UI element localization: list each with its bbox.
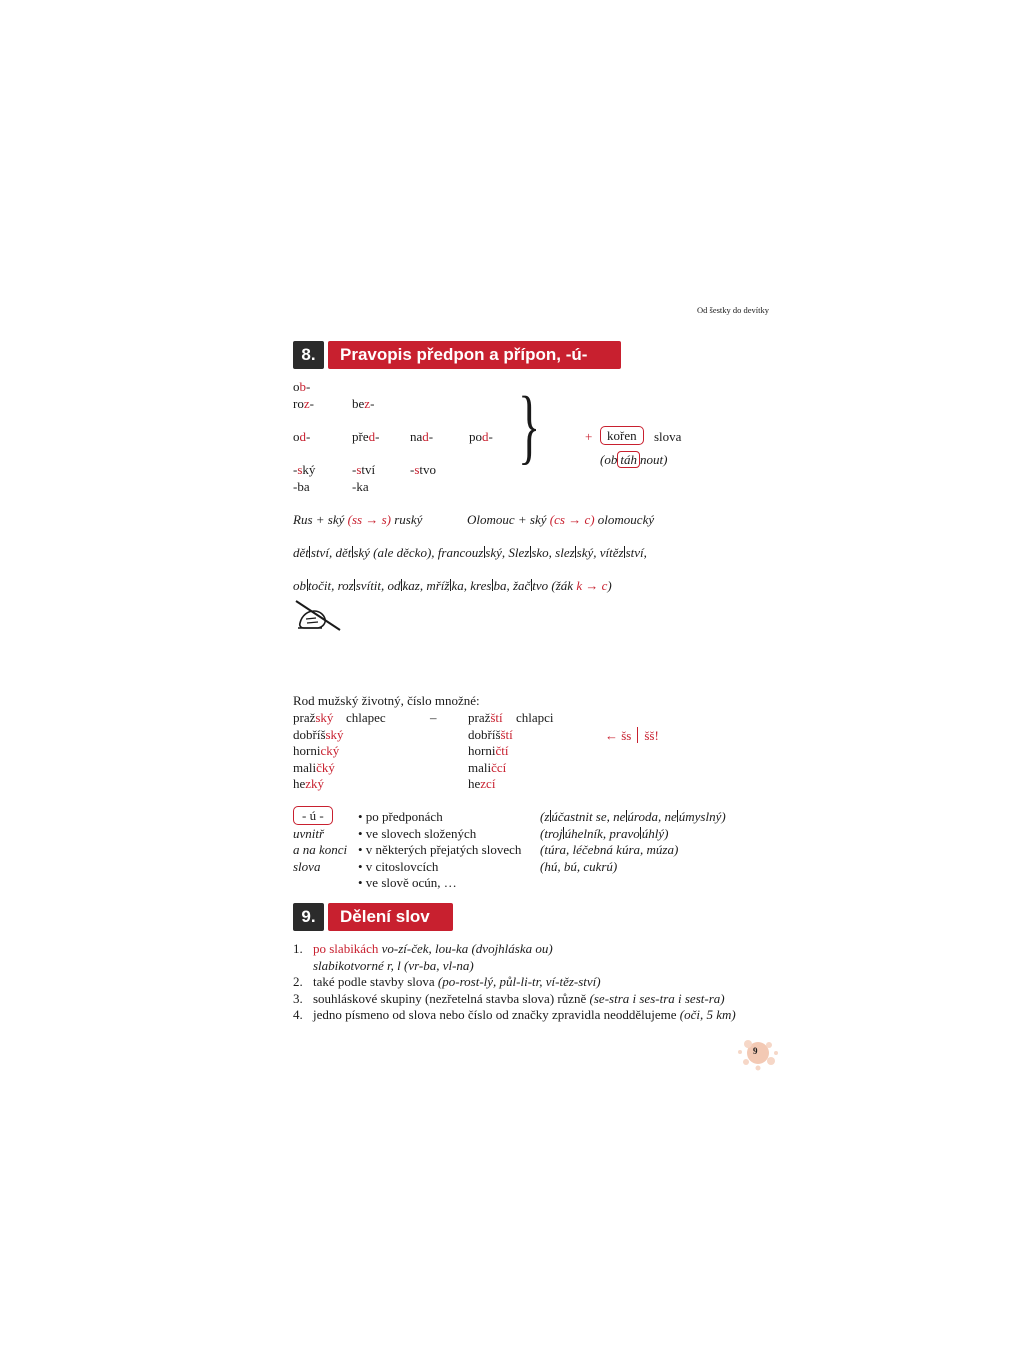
section-9-number: 9. xyxy=(293,903,324,931)
section-8-number: 8. xyxy=(293,341,324,369)
example-obtahnout: (ob táh nout) xyxy=(600,452,668,467)
u-label-end: a na konci xyxy=(293,842,348,857)
u-example-1: (z účastnit se, ne úroda, ne úmyslný) xyxy=(540,809,726,824)
u-box: - ú - xyxy=(293,806,333,825)
suffix-stvo: -stvo xyxy=(410,462,437,477)
u-bullet-1: • po předponách xyxy=(358,809,443,824)
ss-note: ← šs šš! xyxy=(605,728,659,743)
running-header: Od šestky do devítky xyxy=(697,305,770,315)
plural-title: Rod mužský životný, číslo množné: xyxy=(293,693,480,708)
list-item-3: souhláskové skupiny (nezřetelná stavba slova) různě (se-stra i ses-tra i sest-ra) xyxy=(313,991,725,1006)
example-line-prefixes: ob točit, roz svítit, od kaz, mříž ka, kres ba, žač tvo (žák k → c) xyxy=(293,578,612,593)
plural-left-0: pražský xyxy=(293,710,334,725)
suffix-stvi: -ství xyxy=(352,462,376,477)
u-bullet-2: • ve slovech složených xyxy=(358,826,477,841)
writing-hand-icon xyxy=(294,599,342,633)
plural-left-2: hornický xyxy=(293,743,340,758)
suffix-sky: -ský xyxy=(293,462,316,477)
slova-label: slova xyxy=(654,429,682,444)
u-bullet-3: • v některých přejatých slovech xyxy=(358,842,522,857)
plural-dash: – xyxy=(430,710,437,725)
prefix-bez: bez- xyxy=(352,396,375,411)
section-9-title: Dělení slov xyxy=(328,903,453,931)
list-num-2: 2. xyxy=(293,974,303,989)
suffix-ka: -ka xyxy=(352,479,369,494)
prefix-pod: pod- xyxy=(469,429,493,444)
example-line-stvi: dět ství, dět ský (ale děcko), francouz ský, Slez sko, slez ský, vítěz ství, xyxy=(293,545,647,560)
plural-left-4: hezký xyxy=(293,776,325,791)
section-8-title: Pravopis předpon a přípon, -ú- xyxy=(328,341,621,369)
prefix-ob: ob- xyxy=(293,379,311,394)
plural-left-1: dobříšský xyxy=(293,727,344,742)
prefix-od: od- xyxy=(293,429,311,444)
plural-right-1: dobříšští xyxy=(468,727,513,742)
list-num-1: 1. xyxy=(293,941,303,956)
plural-right-4: hezcí xyxy=(468,776,496,791)
prefix-nad: nad- xyxy=(410,429,434,444)
u-bullet-5: • ve slově ocún, … xyxy=(358,875,457,890)
u-bullet-4: • v citoslovcích xyxy=(358,859,439,874)
koren-box: kořen xyxy=(600,426,644,445)
list-item-1-cont: slabikotvorné r, l (vr-ba, vl-na) xyxy=(313,958,474,973)
list-item-4: jedno písmeno od slova nebo číslo od značky zpravidla neoddělujeme (oči, 5 km) xyxy=(313,1007,736,1022)
prefix-roz: roz- xyxy=(293,396,314,411)
list-num-3: 3. xyxy=(293,991,303,1006)
u-example-4: (hú, bú, cukrú) xyxy=(540,859,618,874)
u-label-inside: uvnitř xyxy=(293,826,325,841)
list-num-4: 4. xyxy=(293,1007,303,1022)
plural-left-3: maličký xyxy=(293,760,335,775)
brace: } xyxy=(518,380,541,473)
page-number-splash-icon xyxy=(736,1033,780,1073)
prefix-pred: před- xyxy=(352,429,380,444)
plus-sign: + xyxy=(585,429,593,444)
u-example-2: (troj úhelník, pravo úhlý) xyxy=(540,826,669,841)
plural-left-word: chlapec xyxy=(346,710,386,725)
page-number: 9 xyxy=(753,1046,758,1056)
suffix-ba: -ba xyxy=(293,479,310,494)
u-label-word: slova xyxy=(293,859,321,874)
plural-right-2: horničtí xyxy=(468,743,509,758)
list-item-1: po slabikách vo-zí-ček, lou-ka (dvojhláska ou) xyxy=(313,941,553,956)
plural-right-3: maličcí xyxy=(468,760,507,775)
u-example-3: (túra, léčebná kúra, múza) xyxy=(540,842,679,857)
tah-box: táh xyxy=(617,451,640,468)
example-olomouc: Olomouc + ský (cs → c) olomoucký xyxy=(467,512,655,527)
list-item-2: také podle stavby slova (po-rost-lý, půl-li-tr, ví-těz-ství) xyxy=(313,974,601,989)
example-rus: Rus + ský (ss → s) ruský xyxy=(293,512,423,527)
plural-right-0: pražští xyxy=(468,710,503,725)
plural-right-word: chlapci xyxy=(516,710,554,725)
